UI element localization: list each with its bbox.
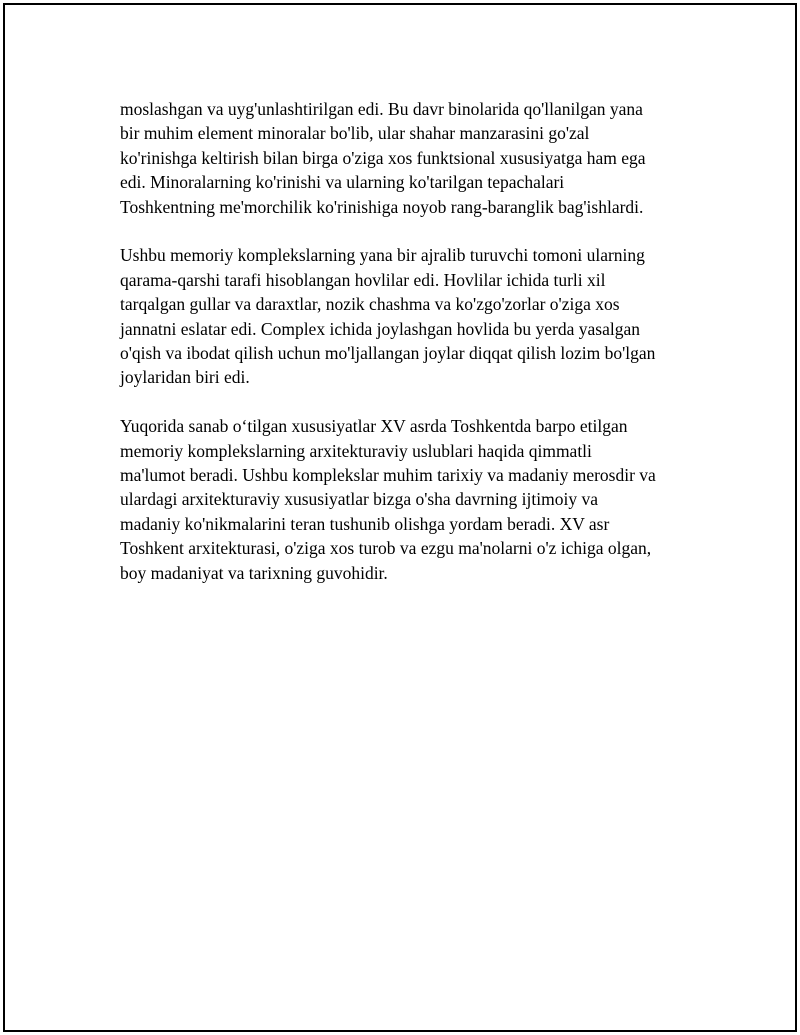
paragraph-3 bbox=[120, 414, 705, 585]
paragraph-2 bbox=[120, 243, 705, 389]
text-line: madaniy ko'nikmalarini teran tushunib olishga yordam beradi. XV asr bbox=[120, 513, 610, 534]
text-line: Toshkent arxitekturasi, o'ziga xos turob va ezgu ma'nolarni o'z ichiga olgan, bbox=[120, 538, 652, 559]
text-line: Ushbu memoriy komplekslarning yana bir ajralib turuvchi tomoni ularning bbox=[120, 245, 645, 266]
text-line: edi. Minoralarning ko'rinishi va ularning ko'tarilgan tepachalari bbox=[120, 172, 565, 193]
body-text bbox=[120, 97, 705, 609]
text-line: jannatni eslatar edi. Complex ichida joylashgan hovlida bu yerda yasalgan bbox=[120, 318, 640, 339]
document-page bbox=[3, 3, 797, 1032]
text-line: ko'rinishga keltirish bilan birga o'ziga xos funktsional xususiyatga ham ega bbox=[120, 147, 646, 168]
text-line: memoriy komplekslarning arxitekturaviy uslublari haqida qimmatli bbox=[120, 440, 592, 461]
text-line: ulardagi arxitekturaviy xususiyatlar bizga o'sha davrning ijtimoiy va bbox=[120, 489, 598, 510]
text-line: joylaridan biri edi. bbox=[120, 367, 250, 388]
text-line: Toshkentning me'morchilik ko'rinishiga noyob rang-baranglik bag'ishlardi. bbox=[120, 196, 644, 217]
text-line: boy madaniyat va tarixning guvohidir. bbox=[120, 562, 388, 583]
paragraph-1 bbox=[120, 97, 705, 219]
text-line: o'qish va ibodat qilish uchun mo'ljallangan joylar diqqat qilish lozim bo'lgan bbox=[120, 343, 656, 364]
text-line: qarama-qarshi tarafi hisoblangan hovlilar edi. Hovlilar ichida turli xil bbox=[120, 269, 606, 290]
text-line: tarqalgan gullar va daraxtlar, nozik chashma va ko'zgo'zorlar o'ziga xos bbox=[120, 294, 620, 315]
text-line: bir muhim element minoralar bo'lib, ular shahar manzarasini go'zal bbox=[120, 123, 590, 144]
text-line: moslashgan va uyg'unlashtirilgan edi. Bu davr binolarida qo'llanilgan yana bbox=[120, 99, 643, 119]
text-line: Yuqorida sanab o‘tilgan xususiyatlar XV asrda Toshkentda barpo etilgan bbox=[120, 416, 628, 437]
text-line: ma'lumot beradi. Ushbu komplekslar muhim tarixiy va madaniy merosdir va bbox=[120, 465, 656, 486]
